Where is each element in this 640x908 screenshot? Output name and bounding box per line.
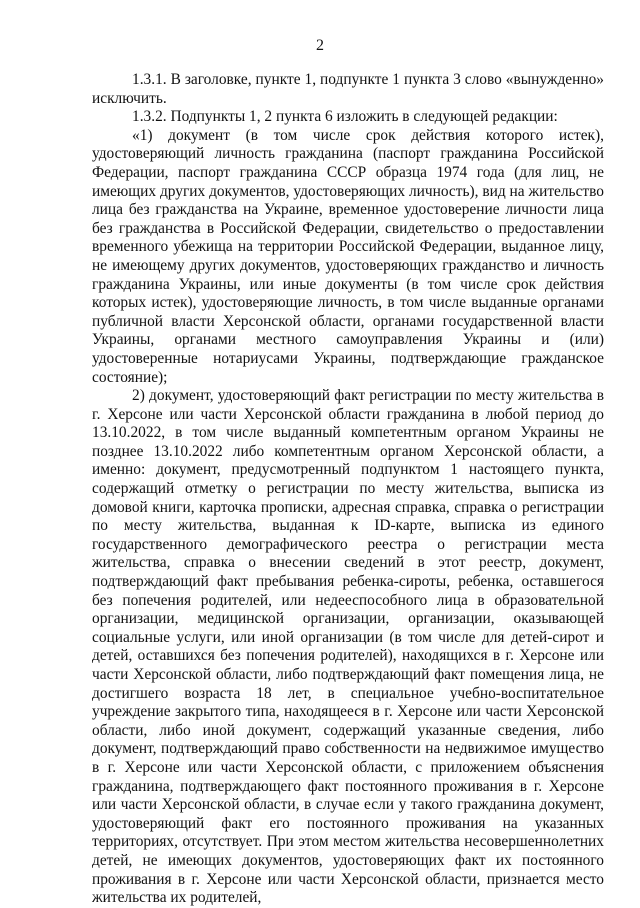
paragraph-subitem-2: 2) документ, удостоверяющий факт регистрации по месту жительства в г. Херсоне или части Херсонской области гражданина в любой период до 13.10.2022, в том числе выданный компетентным органом Украины не позднее 13.10.2022 либо компетентным органом Херсонской области, а именно: документ, предусмотренный подпунктом 1 настоящего пункта, содержащий отметку о регистрации по месту жительства, выписка из домовой книги, карточка прописки, адресная справка, справка о регистрации по месту жительства, выданная к ID-карте, выписка из единого государственного демографического реестра о регистрации места жительства, справка о внесении сведений в этот реестр, документ, подтверждающий факт пребывания ребенка-сироты, ребенка, оставшегося без попечения родителей, или недееспособного лица в образовательной организации, медицинской организации, организации, оказывающей социальные услуги, или иной организации (в том числе для детей-сирот и детей, оставшихся без попечения родителей), находящихся в г. Херсоне или части Херсонской области, либо подтверждающий факт помещения лица, не достигшего возраста 18 лет, в специальное учебно-воспитательное учреждение закрытого типа, находящееся в г. Херсоне или части Херсонской области, либо иной документ, содержащий указанные сведения, либо документ, подтверждающий право собственности на недвижимое имущество в г. Херсоне или части Херсонской области, с приложением объяснения гражданина, подтверждающего факт постоянного проживания в г. Херсоне или части Херсонской области, в случае если у такого гражданина документ, удостоверяющий факт его постоянного проживания на указанных территориях, отсутствует. При этом местом жительства несовершеннолетних детей, не имеющих документов, удостоверяющих факт их постоянного проживания в г. Херсоне или части Херсонской области, признается место жительства их родителей, (92, 387, 604, 907)
paragraph-subitem-1: «1) документ (в том числе срок действия которого истек), удостоверяющий личность гражданина (паспорт гражданина Российской Федерации, паспорт гражданина СССР образца 1974 года (для лиц, не имеющих других документов, удостоверяющих личность), вид на жительство лица без гражданства на Украине, временное удостоверение личности лица без гражданства в Российской Федерации, свидетельство о предоставлении временного убежища на территории Российской Федерации, выданное лицу, не имеющему других документов, удостоверяющих гражданство и личность гражданина Украины, или иные документы (в том числе срок действия которых истек), удостоверяющие личность, в том числе выданные органами публичной власти Херсонской области, органами государственной власти Украины, органами местного самоуправления Украины и (или) удостоверенные нотариусами Украины, подтверждающие гражданское состояние); (92, 126, 604, 386)
document-body (92, 71, 604, 908)
page-number: 2 (316, 37, 324, 54)
paragraph-1-3-2: 1.3.2. Подпункты 1, 2 пункта 6 изложить в следующей редакции: (132, 108, 558, 126)
paragraph-1-3-1: 1.3.1. В заголовке, пункте 1, подпункте 1 пункта 3 слово «вынужденно» исключить. (92, 71, 604, 107)
